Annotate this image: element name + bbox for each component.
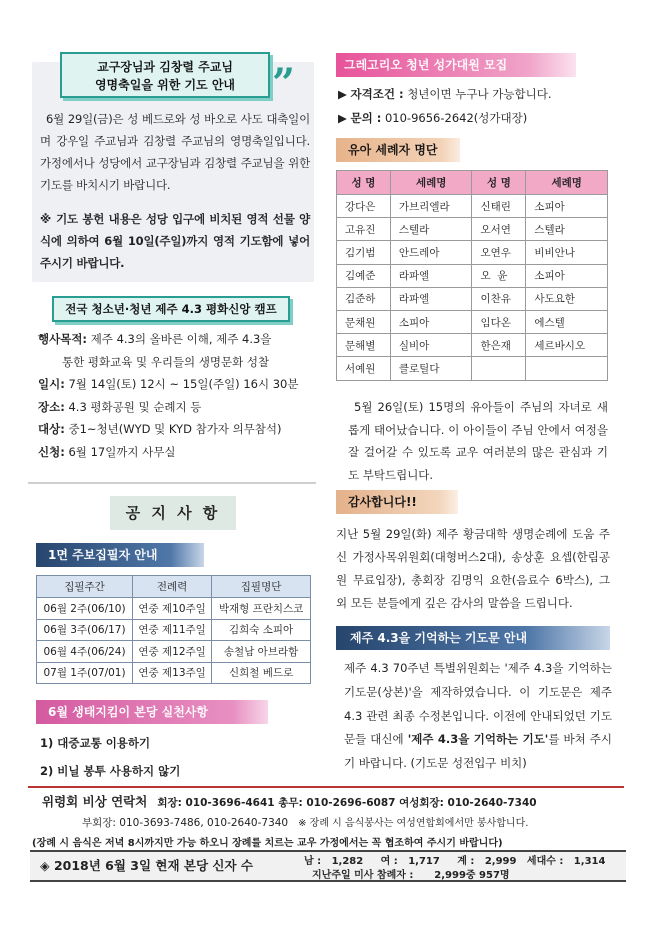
baptism-text: 5월 26일(토) 15명의 유아들이 주님의 자녀로 새롭게 태어났습니다. 이 아이들이 주님 안에서 여정을 잘 걸어갈 수 있도록 교우 여러분의 많은 관심과 기도 부탁드립니다. — [348, 400, 608, 482]
divider — [28, 482, 316, 484]
writers-col-week: 집필주간 — [37, 576, 133, 598]
table-row — [337, 218, 608, 241]
table-cell — [472, 357, 526, 380]
prayer-title-line1: 교구장님과 김창렬 주교님 — [97, 60, 233, 74]
eco-item-1: 1) 대중교통 이용하기 — [40, 736, 151, 750]
table-cell: 소피아 — [526, 195, 608, 218]
table-cell: 연중 제13주일 — [133, 662, 212, 684]
baptism-col-saint-2: 세례명 — [526, 171, 608, 195]
stats-counts: 남 : 1,282 여 : 1,717 계 : 2,999 세대수 : 1,314 — [304, 856, 606, 867]
camp-target: 대상: 중1~청년(WYD 및 KYD 참가자 의무참석) — [38, 422, 282, 437]
table-cell: 라파엘 — [390, 264, 472, 287]
table-row — [337, 241, 608, 264]
table-cell: 김기범 — [337, 241, 391, 264]
camp-title: 전국 청소년·청년 제주 4.3 평화신앙 캠프 — [65, 302, 277, 316]
table-cell: 오연우 — [472, 241, 526, 264]
table-cell: 오서연 — [472, 218, 526, 241]
table-cell: 연중 제10주일 — [133, 598, 212, 620]
table-cell: 07월 1주(07/01) — [37, 662, 133, 684]
table-cell: 소피아 — [526, 264, 608, 287]
jeju-prayer-heading: 제주 4.3을 기억하는 기도문 안내 — [336, 626, 610, 650]
jeju-prayer-text: 제주 4.3 70주년 특별위원회는 '제주 4.3을 기억하는 기도문(상본)'을 제작하였습니다. 이 기도문은 제주 4.3 관련 최종 수정본입니다. 이전에 안내되었던 기도문들 대신에 '제주 4.3을 기억하는 기도'를 바쳐 주시기 바랍니다. (기도문 성전입구 비치) — [344, 661, 613, 771]
table-row — [37, 641, 311, 663]
table-cell: 신희철 베드로 — [212, 662, 311, 684]
table-cell: 라파엘 — [390, 287, 472, 310]
notice-title: 공 지 사 항 — [110, 496, 236, 530]
eco-item-2: 2) 비닐 봉투 사용하지 않기 — [40, 764, 181, 778]
table-cell: 이찬유 — [472, 287, 526, 310]
table-cell: 스텔라 — [526, 218, 608, 241]
table-row — [337, 264, 608, 287]
eco-heading: 6월 생태지킴이 본당 실천사항 — [36, 700, 268, 724]
table-row — [37, 619, 311, 641]
eco-list — [40, 732, 180, 782]
table-cell: 에스텔 — [526, 310, 608, 333]
table-cell: 김예준 — [337, 264, 391, 287]
choir-details — [338, 82, 551, 130]
table-cell: 06월 4주(06/24) — [37, 641, 133, 663]
table-cell: 연중 제12주일 — [133, 641, 212, 663]
table-row — [37, 598, 311, 620]
baptism-header-row — [337, 171, 608, 195]
camp-apply: 신청: 6월 17일까지 사무실 — [38, 444, 176, 459]
table-cell: 고유진 — [337, 218, 391, 241]
table-cell: 클로틸다 — [390, 357, 472, 380]
table-cell: 스텔라 — [390, 218, 472, 241]
table-cell: 박재형 프란치스코 — [212, 598, 311, 620]
table-cell: 연중 제11주일 — [133, 619, 212, 641]
contact-title: 위령회 비상 연락처 — [42, 794, 148, 809]
camp-purpose: 행사목적: 제주 4.3의 올바른 이해, 제주 4.3을 — [38, 332, 272, 346]
table-cell: 안드레아 — [390, 241, 472, 264]
baptism-table — [336, 170, 608, 381]
stats-title: ◈ 2018년 6월 3일 현재 본당 신자 수 — [40, 858, 254, 873]
table-cell: 김준하 — [337, 287, 391, 310]
stats-attendance: 지난주일 미사 참례자 : 2,999중 957명 — [312, 870, 510, 881]
thanks-heading: 감사합니다!! — [336, 490, 458, 514]
contact-line-3: (장례 시 음식은 저녁 8시까지만 가능 하오니 장례를 치르는 교우 가정에서는 꼭 협조하여 주시기 바랍니다) — [32, 838, 503, 849]
table-cell: 신태린 — [472, 195, 526, 218]
writers-col-writer: 집필명단 — [212, 576, 311, 598]
thanks-text: 지난 5월 29일(화) 제주 황금대학 생명순례에 도움 주신 가정사목위원회(대형버스2대), 송상훈 요셉(한림공원 무료입장), 총회장 김명익 요한(음료수 6박스), 그 외 모든 분들에게 깊은 감사의 말씀을 드립니다. — [336, 527, 610, 610]
table-cell: 강다은 — [337, 195, 391, 218]
choir-heading: 그레고리오 청년 성가대원 모집 — [336, 53, 576, 77]
table-cell: 임다온 — [472, 310, 526, 333]
table-row — [337, 357, 608, 380]
table-cell: 문채원 — [337, 310, 391, 333]
table-cell: 사도요한 — [526, 287, 608, 310]
table-cell: 문해별 — [337, 334, 391, 357]
contact-line-2: 부회장: 010-3693-7486, 010-2640-7340 ※ 장례 시 음식봉사는 여성연합회에서만 봉사합니다. — [82, 817, 529, 829]
table-cell: 비비안나 — [526, 241, 608, 264]
table-cell: 가브리엘라 — [390, 195, 472, 218]
table-cell: 송철남 아브라함 — [212, 641, 311, 663]
camp-title-banner — [52, 296, 290, 322]
table-cell: 한은재 — [472, 334, 526, 357]
contact-line-1: 위령회 비상 연락처 회장: 010-3696-4641 총무: 010-2696-6087 여성회장: 010-2640-7340 — [42, 794, 537, 809]
camp-place: 장소: 4.3 평화공원 및 순례지 등 — [38, 399, 202, 414]
table-row — [337, 310, 608, 333]
writers-col-liturgy: 전례력 — [133, 576, 212, 598]
choir-qualification: ▶ 자격조건 : 청년이면 누구나 가능합니다. — [338, 87, 552, 101]
table-cell: 서예원 — [337, 357, 391, 380]
quote-icon: ” — [272, 60, 296, 107]
table-row — [337, 287, 608, 310]
baptism-heading: 유아 세례자 명단 — [336, 138, 460, 162]
emergency-contacts — [32, 792, 622, 854]
table-row — [337, 195, 608, 218]
camp-details — [38, 328, 314, 464]
writers-header-row — [37, 576, 311, 598]
table-row — [37, 662, 311, 684]
table-row — [337, 334, 608, 357]
table-cell: 실비아 — [390, 334, 472, 357]
camp-date: 일시: 7월 14일(토) 12시 ~ 15일(주일) 16시 30분 — [38, 377, 299, 392]
prayer-title-banner — [60, 52, 270, 98]
baptism-col-saint: 세례명 — [390, 171, 472, 195]
baptism-col-name-2: 성 명 — [472, 171, 526, 195]
table-cell: 06월 3주(06/17) — [37, 619, 133, 641]
writers-heading: 1면 주보집필자 안내 — [36, 543, 204, 567]
prayer-note: ※ 기도 봉헌 내용은 성당 입구에 비치된 영적 선물 양식에 의하여 6월 10일(주일)까지 영적 기도함에 넣어 주시기 바랍니다. — [40, 212, 310, 270]
jeju-prayer-bold: '제주 4.3을 기억하는 기도' — [407, 732, 549, 747]
table-cell: 오 윤 — [472, 264, 526, 287]
bottom-divider — [28, 786, 624, 788]
table-cell: 세르바시오 — [526, 334, 608, 357]
table-cell: 소피아 — [390, 310, 472, 333]
table-cell — [526, 357, 608, 380]
choir-contact: ▶ 문의 : 010-9656-2642(성가대장) — [338, 111, 528, 125]
baptism-col-name: 성 명 — [337, 171, 391, 195]
prayer-body: 6월 29일(금)은 성 베드로와 성 바오로 사도 대축일이며 강우일 주교님과 김창렬 주교님의 영명축일입니다. 가정에서나 성당에서 교구장님과 김창렬 주교님을 위한 기도를 바치시기 바랍니다. — [40, 112, 310, 192]
table-cell: 06월 2주(06/10) — [37, 598, 133, 620]
camp-purpose-cont: 통한 평화교육 및 우리들의 생명문화 성찰 — [62, 354, 270, 369]
prayer-title-line2: 영명축일을 위한 기도 안내 — [94, 78, 236, 92]
table-cell: 김희숙 소피아 — [212, 619, 311, 641]
writers-table — [36, 575, 311, 684]
